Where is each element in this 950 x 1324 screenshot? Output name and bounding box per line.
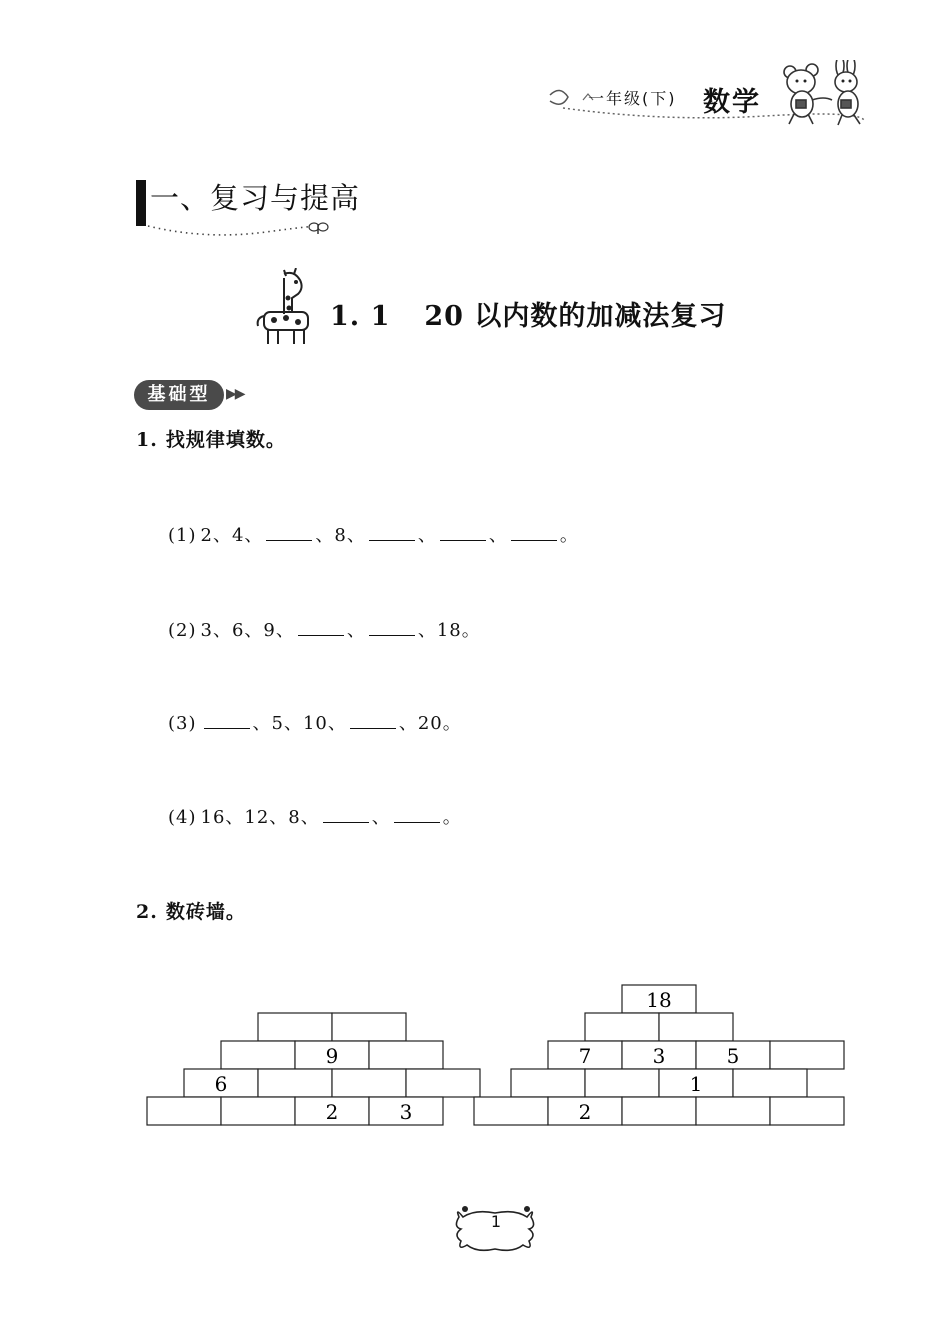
double-arrow-icon: ▶▶ <box>226 386 244 402</box>
brick[interactable] <box>147 1097 221 1125</box>
brick-number: 3 <box>652 1044 666 1068</box>
item-label: (1) <box>168 525 197 546</box>
item-label: (4) <box>168 807 197 828</box>
question-2-number: 2. <box>136 901 158 923</box>
sequence-text: 3、6、9、 <box>200 620 295 641</box>
brick[interactable] <box>221 1041 295 1069</box>
brick[interactable] <box>221 1097 295 1125</box>
sequence-text: 、18。 <box>417 620 481 641</box>
sequence-text: 、5、10、 <box>252 713 347 734</box>
brick[interactable] <box>474 1097 548 1125</box>
sequence-text: 2、4、 <box>200 525 264 546</box>
brick-number: 2 <box>578 1100 592 1124</box>
section-title: 一、复习与提高 <box>150 181 361 215</box>
sequence-text: 、 <box>346 620 366 641</box>
brick-number: 5 <box>726 1044 740 1068</box>
brick[interactable] <box>659 1013 733 1041</box>
brick-number: 1 <box>689 1072 703 1096</box>
sequence-text: 、 <box>417 525 437 546</box>
brick[interactable] <box>332 1013 406 1041</box>
brick[interactable] <box>585 1069 659 1097</box>
item-label: (3) <box>168 713 197 734</box>
brick-number: 3 <box>399 1100 413 1124</box>
sequence-text: 、 <box>488 525 508 546</box>
sequence-text: 、20。 <box>398 713 462 734</box>
brick[interactable] <box>733 1069 807 1097</box>
brick-number: 9 <box>325 1044 339 1068</box>
brick-number: 2 <box>325 1100 339 1124</box>
brick[interactable] <box>406 1069 480 1097</box>
brick[interactable] <box>770 1097 844 1125</box>
brick[interactable] <box>770 1041 844 1069</box>
header-grade: 一年级(下) <box>588 89 677 108</box>
brick[interactable] <box>258 1069 332 1097</box>
brick[interactable] <box>369 1041 443 1069</box>
sequence-text: 16、12、8、 <box>200 807 320 828</box>
brick[interactable] <box>258 1013 332 1041</box>
brick[interactable] <box>585 1013 659 1041</box>
page-number: 1 <box>490 1212 502 1231</box>
brick[interactable] <box>511 1069 585 1097</box>
question-2-text: 数砖墙。 <box>165 901 246 923</box>
brick-number: 7 <box>578 1044 592 1068</box>
brick[interactable] <box>622 1097 696 1125</box>
brick[interactable] <box>332 1069 406 1097</box>
lesson-title: 20 以内数的加减法复习 <box>424 301 727 332</box>
brick-number: 6 <box>214 1072 228 1096</box>
brick-number: 18 <box>646 988 672 1012</box>
sequence-text: 。 <box>559 525 579 546</box>
brick[interactable] <box>696 1097 770 1125</box>
question-1-number: 1. <box>136 429 158 451</box>
question-1-text: 找规律填数。 <box>165 429 286 451</box>
header-subject: 数学 <box>703 87 761 118</box>
lesson-number: 1. 1 <box>330 301 391 332</box>
item-label: (2) <box>168 620 197 641</box>
sequence-text: 、 <box>371 807 391 828</box>
sequence-text: 。 <box>442 807 462 828</box>
sequence-text: 、8、 <box>315 525 366 546</box>
difficulty-badge: 基础型 <box>134 380 224 410</box>
